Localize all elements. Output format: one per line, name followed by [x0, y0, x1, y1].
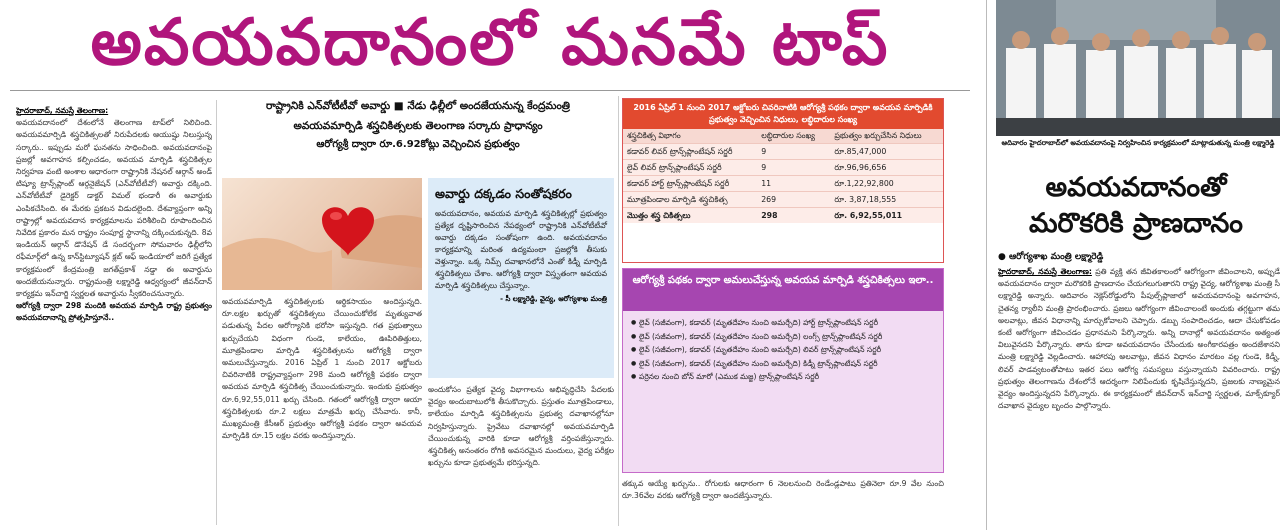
dateline: హైదరాబాద్, నమస్తే తెలంగాణ: — [998, 267, 1092, 276]
table-cell: రూ.85,47,000 — [830, 144, 943, 160]
deck-line-1: రాష్ట్రానికి ఎన్‌వోటీటీవో అవార్డు ■ నేడు ఢిల్లీలో అందజేయనున్న కేంద్రమంత్రి — [265, 100, 571, 112]
procedures-title: ఆరోగ్యశ్రీ పథకం ద్వారా అమలుచేస్తున్న అవయవ మార్పిడి శస్త్రచికిత్సలు ఇలా.. — [623, 269, 943, 311]
column-divider — [618, 96, 619, 526]
page-headline: అవయవదానంలో మనమే టాప్ — [90, 5, 890, 80]
headline-rule — [10, 90, 970, 91]
article-column-3: అందుకోసం ప్రత్యేక వైద్య విభాగాలను అభివృద్ధిచేసి పేదలకు వైద్యం అందుబాటులోకి తీసుకొచ్చారు. ప్రస్తుతం మూత్రపిండాలు, కాలేయం మార్పిడి శస్త్రచికిత్సలను ప్రభుత్వ దవాఖానల్లోనూ నిర్వహిస్తున్నారు. ప్రైవేటు దవాఖానల్లో అవయవమార్పిడి చేయించుకున్న వారికి కూడా ఆరోగ్యశ్రీ వర్తింపజేస్తున్నారు. శస్త్రచికిత్స అనంతరం రోగికి అవసరమైన మందులు, వైద్య పరీక్షల ఖర్చును కూడా ప్రభుత్వమే భరిస్తున్నది. — [428, 385, 614, 468]
table-header: శస్త్రచికిత్స విభాగం — [623, 129, 757, 144]
table-cell: రూ.96,96,656 — [830, 160, 943, 176]
deck-block — [228, 96, 608, 176]
quote-title: అవార్డు దక్కడం సంతోషకరం — [435, 186, 572, 201]
table-cell: 11 — [757, 176, 830, 192]
event-crowd-illustration — [996, 0, 1280, 136]
deck-line-2: అవయవమార్పిడి శస్త్రచికిత్సలకు తెలంగాణ సర్కారు ప్రాధాన్యం — [293, 120, 543, 132]
table-total-row — [623, 208, 943, 224]
table-cell: 9 — [757, 144, 830, 160]
table-cell: లైవ్ లివర్ ట్రాన్స్‌ప్లాంటేషన్ సర్జరీ — [623, 160, 757, 176]
table-cell: 298 — [757, 208, 830, 224]
heart-hands-illustration — [222, 178, 422, 290]
table-cell: రూ.1,22,92,800 — [830, 176, 943, 192]
dateline: హైదరాబాద్, నమస్తే తెలంగాణ: — [16, 106, 109, 115]
list-item: ● లైవ్ (సజీవంగా), కడావర్ (మృతదేహం నుంచి అమర్చేది) హార్ట్ ట్రాన్స్‌ప్లాంటేషన్ సర్జరీ — [631, 317, 935, 329]
procedures-box — [622, 268, 944, 473]
table-cell: రూ. 6,92,55,011 — [830, 208, 943, 224]
beneficiary-table — [623, 129, 943, 223]
quote-signature: - సీ లక్ష్మారెడ్డి, వైద్య, ఆరోగ్యశాఖ మంత్రి — [500, 295, 607, 303]
table-row — [623, 192, 943, 208]
table-cell: మూత్రపిండాల మార్పిడి శస్త్రచికిత్స — [623, 192, 757, 208]
list-item: ● పర్రెనల నుంచి బోన్ మారో (ఎముక మజ్జ) ట్రాన్స్‌ప్లాంటేషన్ సర్జరీ — [631, 371, 935, 383]
table-cell: రూ. 3,87,18,555 — [830, 192, 943, 208]
column-divider — [216, 100, 217, 525]
table-row — [623, 176, 943, 192]
closing-subhead: ఆరోగ్యశ్రీ ద్వారా 298 మందికి అవయవ మార్పిడి రాష్ట్ర ప్రభుత్వం అవయవదానాన్ని ప్రోత్సహిస్తూనే.. — [16, 301, 212, 323]
right-headline — [992, 170, 1280, 242]
byline: ● ఆరోగ్యశాఖ మంత్రి లక్ష్మారెడ్డి — [998, 252, 1104, 262]
procedures-list — [623, 311, 943, 391]
table-row — [623, 160, 943, 176]
list-item: ● లైవ్ (సజీవంగా), కడావర్ (మృతదేహం నుంచి అమర్చేది) లివర్ ట్రాన్స్‌ప్లాంటేషన్ సర్జరీ — [631, 344, 935, 356]
quote-body: అవయవదానం, అవయవ మార్పిడి శస్త్రచికిత్సల్లో ప్రభుత్వం ప్రత్యేక దృష్టిసారించిన నేపథ్యంలో రాష్ట్రానికి ఎన్‌వోటీటీవో అవార్డు దక్కడం సంతోషంగా ఉంది. అవయవదానం కార్యక్రమాన్ని మరింత ఉద్యమంలా ప్రజల్లోకి తీసుకు వెళ్తున్నాం. ఒక్క నిమ్స్ దవాఖానలోనే ఎంతో కిడ్నీ మార్పిడి శస్త్రచికిత్సలు చేశాం. ఆరోగ్యశ్రీ ద్వారా విస్తృతంగా అవయవ మార్పిడి శస్త్రచికిత్సలు చేస్తున్నాం. — [435, 209, 607, 290]
quote-box — [428, 178, 614, 378]
right-headline-line-2: మరొకరికి ప్రాణదానం — [1028, 208, 1243, 239]
article-body: అవయవదానంలో దేశంలోనే తెలంగాణ టాప్‌లో నిలిచింది. అవయవమార్పిడి శస్త్రచికిత్సలతో నిరుపేదలకు ఆయుష్షు నిలుస్తున్న సర్కారు.. ఇప్పుడు మరో ఘనతను సాధించింది. అవయవదానంపై ప్రజల్లో అవగాహన కల్పించడం, అవయవ మార్పిడి శస్త్రచికిత్సల నిర్వహణ వంటి అంశాల ఆధారంగా రాష్ట్రానికి నేషనల్ ఆర్గాన్ అండ్ టిష్యూ ట్రాన్స్‌ప్లాంట్ ఆర్గనైజేషన్ (ఎన్‌వోటీటీవో) అవార్డు దక్కింది. ఎన్‌వోటీటీవో డైరెక్టర్ డాక్టర్ విమల్ భండారీ ఈ అవార్డుకు ఎంపికచేసింది. ఈ మేరకు ప్రకటన విడుదలైంది. దేశవ్యాప్తంగా అన్ని రాష్ట్రాల్లో అవయవదాన కార్యక్రమాలను పరిశీలించి రూపొందించిన నివేదిక ప్రకారం మన రాష్ట్రం సంపూర్ణ స్థానాన్ని దక్కించుకున్నది. 8వ ఇండియన్ ఆర్గాన్ డొనేషన్ డే సందర్భంగా సోమవారం ఢిల్లీలోని రఫీమార్గ్‌లో ఉన్న కాన్‌స్టిట్యూషన్ క్లబ్ ఆఫ్ ఇండియాలో జరిగే ప్రత్యేక కార్యక్రమంలో కేంద్రమంత్రి జగత్‌ప్రకాశ్ నడ్డా ఈ అవార్డును అందజేయనున్నారు. రాష్ట్రమంత్రి లక్ష్మారెడ్డి ఆధ్వర్యంలో జీవన్‌దాన్ కార్యక్రమ ఇన్‌చార్జి స్వర్ణలత అవార్డును స్వీకరించనున్నారు. — [16, 118, 212, 299]
table-header: లబ్ధిదారుల సంఖ్య — [757, 129, 830, 144]
list-item: ● లైవ్ (సజీవంగా), కడావర్ (మృతదేహం నుంచి అమర్చేది) కిడ్నీ ట్రాన్స్‌ప్లాంటేషన్ సర్జరీ — [631, 358, 935, 370]
article-column-1 — [16, 105, 212, 525]
event-photo — [996, 0, 1280, 136]
table-row — [623, 144, 943, 160]
table-cell: 269 — [757, 192, 830, 208]
article-column-4: తక్కువ ఆయ్యే ఖర్చును.. రోగులకు ఆధారంగా 6 నెలలనుంచి రెండేండ్లపాటు ప్రతినెలా రూ.9 వేల నుంచి రూ.36వేల వరకు ఆరోగ్యశ్రీ ద్వారా అందజేస్తున్నారు. — [622, 479, 944, 501]
table-cell: మొత్తం శస్త్ర చికిత్సలు — [623, 208, 757, 224]
table-cell: 9 — [757, 160, 830, 176]
article-body: ప్రతి వ్యక్తి తన జీవితకాలంలో ఆరోగ్యంగా జీవించాలని, అప్పుడే అవయవదానం ద్వారా మరొకరికి ప్రాణదానం చేయగలుగుతారని రాష్ట్ర వైద్య, ఆరోగ్యశాఖ మంత్రి సీ లక్ష్మారెడ్డి అన్నారు. ఆదివారం నెక్లెస్‌రోడ్డులోని పీపుల్స్‌ప్లాజాలో అవయవదానంపై అవగాహన, చైతన్య ర్యాలీని మంత్రి ప్రారంభించారు. ప్రజలు ఆరోగ్యంగా జీవించాలంటే అందుకు తగ్గట్టుగా తమ అలవాట్లు, జీవన విధానాన్ని మార్చుకోవాలని చెప్పారు. డబ్బు సంపాదించడం, ఆదా చేసుకోవడం కంటే ఆరోగ్యంగా జీవించడం ప్రధానమని పేర్కొన్నారు. అన్ని దానాల్లో అవయవదానం అత్యంత విలువైనదని పేర్కొన్నారు. తాను కూడా అవయవదానం చేసేందుకు అంగీకారపత్రం అందజేశానని మంత్రి లక్ష్మారెడ్డి వెల్లడించారు. ఆహారపు అలవాట్లు, జీవన విధానం మారటం వల్ల గుండె, కిడ్నీ, లివర్ పాడవ్వటంతోపాటు ఇతర పలు ఆరోగ్య సమస్యలు వస్తున్నాయని వివరించారు. రాష్ట్ర ప్రభుత్వం తెలంగాణను దేశంలోనే ఆదర్శంగా నిలిపేందుకు కృషిచేస్తున్నదని, ప్రజలకు నాణ్యమైన వైద్యం అందిస్తున్నదని పేర్కొన్నారు. ఈ కార్యక్రమంలో జీవన్‌దాన్ ఇన్‌చార్జి స్వర్ణలత, మాక్స్‌క్యూర్ దవాఖాన వైద్యుల బృందం పాల్గొన్నారు. — [998, 267, 1280, 411]
photo-caption: ఆదివారం హైదరాబాద్‌లో అవయవదానంపై నిర్వహించిన కార్యక్రమంలో మాట్లాడుతున్న మంత్రి లక్ష్మారెడ్డి — [1001, 139, 1275, 147]
data-table-box — [622, 98, 944, 263]
deck-line-3: ఆరోగ్యశ్రీ ద్వారా రూ.6.92కోట్లు వెచ్చించిన ప్రభుత్వం — [316, 139, 520, 150]
table-header-row — [623, 129, 943, 144]
list-item: ● లైవ్ (సజీవంగా), కడావర్ (మృతదేహం నుంచి అమర్చేది) లంగ్స్ ట్రాన్స్‌ప్లాంటేషన్ సర్జరీ — [631, 331, 935, 343]
table-title: 2016 ఏప్రిల్ 1 నుంచి 2017 అక్టోబరు చివరినాటికి ఆరోగ్యశ్రీ పథకం ద్వారా అవయవ మార్పిడికి ప్రభుత్వం వెచ్చించిన నిధులు, లబ్ధిదారుల సంఖ్య — [623, 99, 943, 129]
heart-hands-photo — [222, 178, 422, 290]
table-cell: కడావర్ హార్ట్ ట్రాన్స్‌ప్లాంటేషన్ సర్జరీ — [623, 176, 757, 192]
right-article-body — [998, 266, 1280, 528]
section-divider — [986, 0, 987, 530]
table-header: ప్రభుత్వం ఖర్చుచేసిన నిధులు — [830, 129, 943, 144]
right-headline-line-1: అవయవదానంతో — [1045, 172, 1227, 203]
article-column-2: అవయవమార్పిడి శస్త్రచికిత్సలకు ఆర్థికసాయం అందిస్తున్నది. రూ.లక్షల ఖర్చుతో శస్త్రచికిత్సలు చేయించుకోలేక మృత్యువాత పడుతున్న పేదల ఆరోగ్యానికి భరోసా ఇస్తున్నది. గత ప్రభుత్వాలు ఖర్చుచేయని విధంగా గుండె, కాలేయం, ఊపిరితిత్తులు, మూత్రపిండాల మార్పిడి శస్త్రచికిత్సలను ఆరోగ్యశ్రీ ద్వారా అమలుచేస్తున్నారు. 2016 ఏప్రిల్ 1 నుంచి 2017 అక్టోబరు చివరినాటికి రాష్ట్రవ్యాప్తంగా 298 మంది ఆరోగ్యశ్రీ పథకం ద్వారా అవయవ మార్పిడి శస్త్రచికిత్స చేయించుకున్నారు. ఇందుకు ప్రభుత్వం రూ.6,92,55,011 ఖర్చు చేసింది. గతంలో ఆరోగ్యశ్రీ ద్వారా ఆయా శస్త్రచికిత్సలకు రూ.2 లక్షలు మాత్రమే ఖర్చు చేసేవారు. కానీ, ముఖ్యమంత్రి కేసీఆర్ ప్రభుత్వం ఆరోగ్యశ్రీ పథకం ద్వారా అవయవ మార్పిడికి రూ.15 లక్షల వరకు అందిస్తున్నారు. — [222, 297, 422, 441]
table-cell: కడావర్ లివర్ ట్రాన్స్‌ప్లాంటేషన్ సర్జరీ — [623, 144, 757, 160]
